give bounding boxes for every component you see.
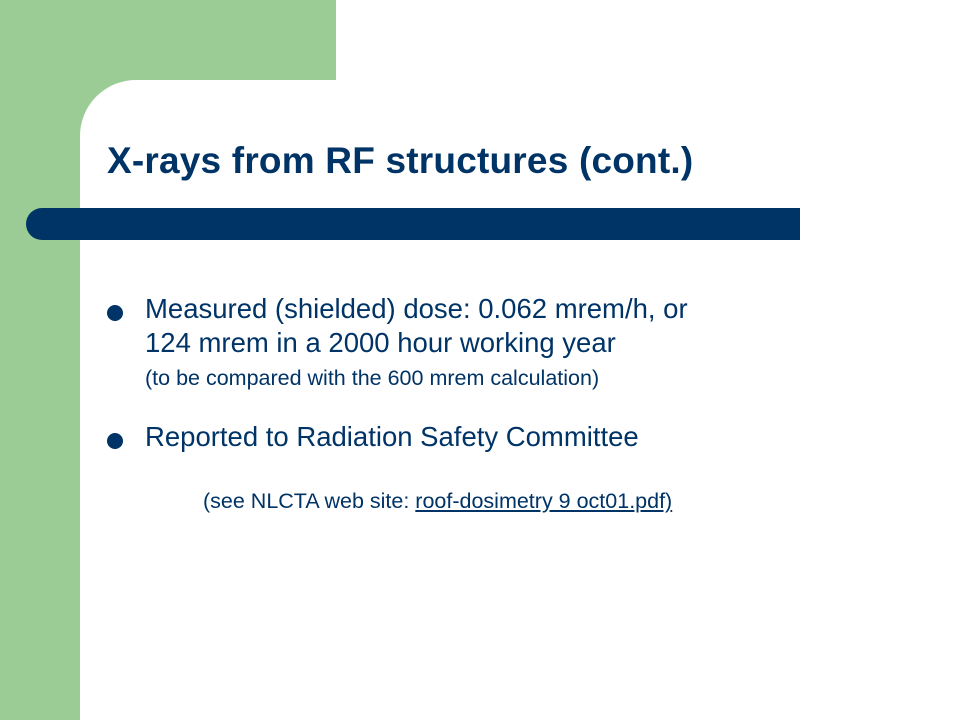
bullet-dot-icon [107,305,123,321]
bullet-item-measured-dose [107,292,907,396]
bullet-text-line: Reported to Radiation Safety Committee [145,421,639,452]
bullet-text-line: 124 mrem in a 2000 hour working year [145,327,616,358]
bullet-item-reported [107,420,907,454]
reference-line [203,489,672,514]
reference-prefix: (see NLCTA web site: [203,489,416,513]
bullet-note: (to be compared with the 600 mrem calculation) [145,366,600,390]
bullet-dot-icon [107,433,123,449]
pdf-link[interactable]: roof-dosimetry 9 oct01.pdf) [415,489,673,513]
bullet-text-line: Measured (shielded) dose: 0.062 mrem/h, or [145,293,688,324]
bullet-list [107,292,907,454]
slide-title: X-rays from RF structures (cont.) [107,140,694,181]
title-underline-bar [26,208,800,240]
